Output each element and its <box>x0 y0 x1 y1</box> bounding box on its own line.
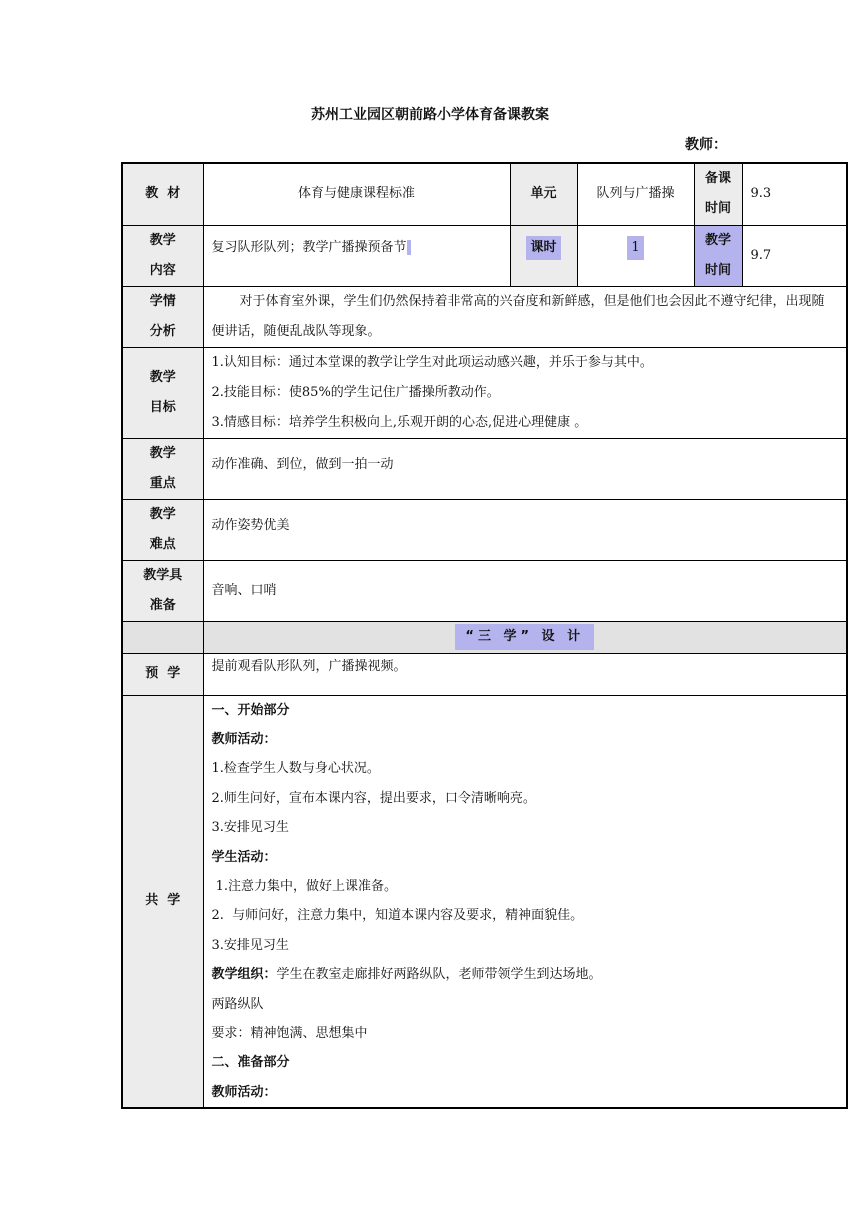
activity-item: 2. 与师问好，注意力集中，知道本课内容及要求，精神面貌佳。 <box>211 908 584 924</box>
activity-item: 3.安排见习生 <box>211 937 289 953</box>
key-points-text: 动作准确、到位，做到一拍一动 <box>203 438 847 499</box>
activity-item: 2.师生问好，宣布本课内容，提出要求，口令清晰响亮。 <box>211 790 536 806</box>
preview-label: 预 学 <box>122 653 203 695</box>
prep-time-label-line1: 备课 <box>704 171 731 187</box>
goals-label <box>122 347 203 438</box>
organization-text: 学生在教室走廊排好两路纵队，老师带领学生到达场地。 <box>276 967 602 983</box>
goals-cell <box>203 347 847 438</box>
document-title: 苏州工业园区朝前路小学体育备课教案 <box>311 107 549 123</box>
goal-item: 3.情感目标：培养学生积极向上,乐观开朗的心态,促进心理健康 。 <box>211 414 588 430</box>
row-design-title <box>122 621 847 653</box>
unit-label: 单元 <box>510 163 577 225</box>
unit-value: 队列与广播操 <box>577 163 694 225</box>
key-points-label-line2: 重点 <box>149 475 176 491</box>
teach-time-label-line1: 教学 <box>704 232 731 248</box>
content-value: 复习队形队列；教学广播操预备节 <box>211 239 407 255</box>
difficulties-text: 动作姿势优美 <box>203 499 847 560</box>
teach-time-label-line2: 时间 <box>704 262 731 278</box>
equipment-text: 音响、口哨 <box>203 560 847 621</box>
content-label <box>122 225 203 286</box>
prep-time-label-line2: 时间 <box>704 201 731 217</box>
goals-label-line2: 目标 <box>149 399 176 415</box>
preview-text: 提前观看队形队列，广播操视频。 <box>203 653 847 695</box>
row-goals <box>122 347 847 438</box>
row-analysis <box>122 286 847 347</box>
row-textbook <box>122 163 847 225</box>
equipment-label <box>122 560 203 621</box>
content-label-line1: 教学 <box>149 232 176 248</box>
key-points-label <box>122 438 203 499</box>
textbook-value: 体育与健康课程标准 <box>203 163 510 225</box>
co-learning-label: 共 学 <box>122 695 203 1108</box>
difficulties-label <box>122 499 203 560</box>
design-title-cell <box>203 621 847 653</box>
content-label-line2: 内容 <box>149 262 176 278</box>
activity-item: 1.检查学生人数与身心状况。 <box>211 761 380 777</box>
key-points-label-line1: 教学 <box>149 445 176 461</box>
activity-heading: 教师活动： <box>211 1084 277 1100</box>
organization-line <box>212 960 839 989</box>
row-equipment <box>122 560 847 621</box>
row-difficulties <box>122 499 847 560</box>
lesson-value: 1 <box>627 236 643 260</box>
section-heading: 二、准备部分 <box>211 1055 290 1071</box>
equipment-label-line2: 准备 <box>149 597 176 613</box>
activity-heading: 学生活动： <box>211 849 277 865</box>
textbook-label: 教 材 <box>122 163 203 225</box>
design-title: “三 学” 设 计 <box>455 624 594 650</box>
goal-item: 2.技能目标：使85%的学生记住广播操所教动作。 <box>211 384 500 400</box>
formation-text: 两路纵队 <box>211 996 264 1012</box>
difficulties-label-line2: 难点 <box>149 536 176 552</box>
row-co-learning <box>122 695 847 1108</box>
analysis-label-line2: 分析 <box>149 323 176 339</box>
co-learning-cell <box>203 695 847 1108</box>
highlight-marker <box>407 240 411 255</box>
prep-time-value: 9.3 <box>742 163 847 225</box>
requirement-text: 要求：精神饱满、思想集中 <box>211 1025 368 1041</box>
row-preview <box>122 653 847 695</box>
lesson-value-cell <box>577 225 694 286</box>
analysis-label <box>122 286 203 347</box>
prep-time-label <box>694 163 742 225</box>
section-heading: 一、开始部分 <box>211 702 290 718</box>
difficulties-label-line1: 教学 <box>149 506 176 522</box>
row-key-points <box>122 438 847 499</box>
lesson-plan-table <box>121 162 848 1109</box>
goals-label-line1: 教学 <box>149 369 176 385</box>
analysis-label-line1: 学情 <box>149 293 176 309</box>
goal-item: 1.认知目标：通过本堂课的教学让学生对此项运动感兴趣，并乐于参与其中。 <box>211 354 653 370</box>
content-value-cell <box>203 225 510 286</box>
lesson-label: 课时 <box>526 236 560 260</box>
row-content <box>122 225 847 286</box>
organization-label: 教学组织： <box>211 967 277 983</box>
activity-item: 3.安排见习生 <box>211 820 289 836</box>
lesson-label-cell <box>510 225 577 286</box>
activity-item: 1.注意力集中，做好上课准备。 <box>211 878 398 894</box>
equipment-label-line1: 教学具 <box>143 567 183 583</box>
activity-heading: 教师活动： <box>211 731 277 747</box>
teach-time-label <box>694 225 742 286</box>
analysis-text: 对于体育室外课，学生们仍然保持着非常高的兴奋度和新鲜感，但是他们也会因此不遵守纪律，出现随便讲话，随便乱战队等现象。 <box>203 286 847 347</box>
teacher-label: 教师： <box>685 137 727 153</box>
design-blank-cell <box>122 621 203 653</box>
teach-time-value: 9.7 <box>742 225 847 286</box>
